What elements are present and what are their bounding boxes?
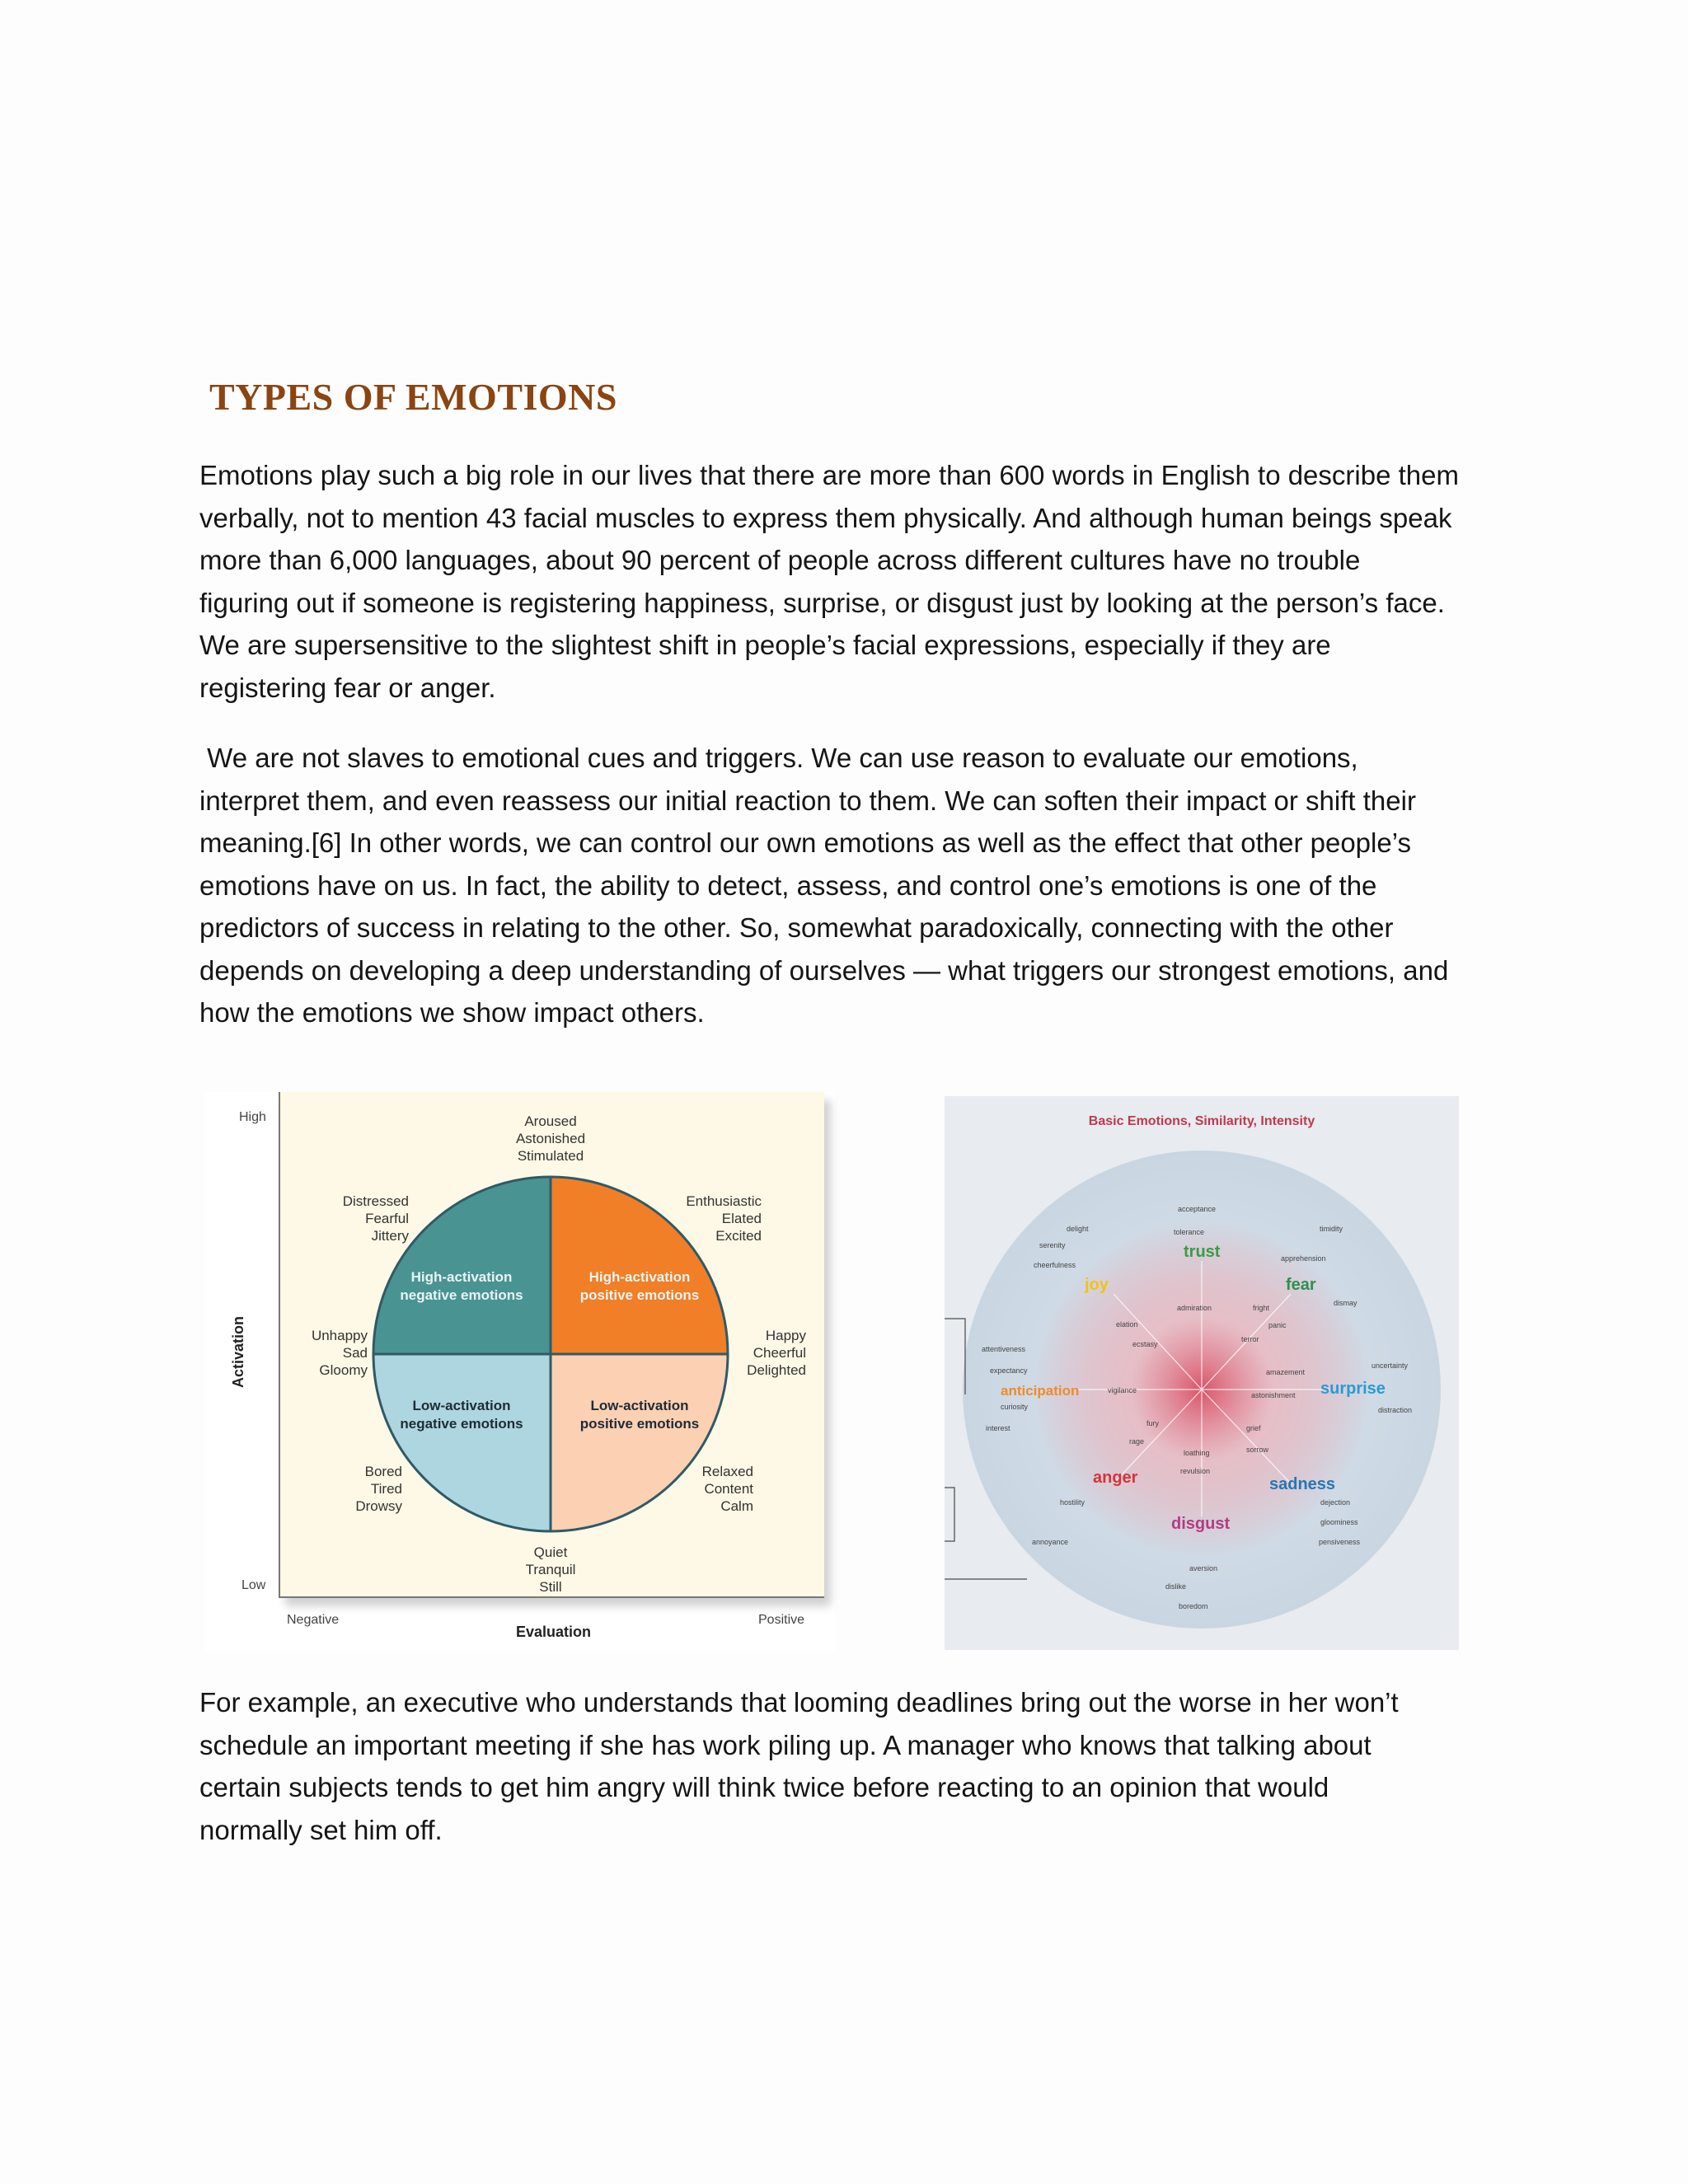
emotion-word: delight	[1067, 1225, 1089, 1233]
basic-emotion-disgust: disgust	[1171, 1515, 1231, 1533]
emotion-word: interest	[986, 1424, 1010, 1432]
quadrant-label-low-positive: Low-activation positive emotions	[579, 1398, 700, 1432]
paragraph-line: interpret them, and even reassess our initial reaction to them. We can soften their impact or shift their	[199, 785, 1416, 816]
paragraph-line: how the emotions we show impact others.	[199, 997, 705, 1028]
paragraph-line: normally set him off.	[199, 1814, 443, 1845]
circumplex-figure	[204, 1092, 835, 1652]
paragraph-control	[199, 737, 1502, 1034]
upper-right-emotion-words: Enthusiastic Elated Excited	[686, 1193, 762, 1244]
emotion-word: loathing	[1184, 1449, 1210, 1457]
paragraph-line: more than 6,000 languages, about 90 percent of people across different cultures have no trouble	[199, 545, 1361, 575]
emotion-word: annoyance	[1032, 1538, 1069, 1546]
y-axis-title: Activation	[230, 1315, 247, 1389]
left-emotion-words: Unhappy Sad Gloomy	[311, 1328, 368, 1378]
emotion-word: amazement	[1266, 1368, 1306, 1376]
emotion-word: dislike	[1165, 1582, 1187, 1591]
emotion-word: panic	[1268, 1321, 1287, 1329]
axis-low-label: Low	[241, 1578, 266, 1592]
lower-right-emotion-words: Relaxed Content Calm	[701, 1464, 753, 1514]
paragraph-line: registering fear or anger.	[199, 672, 496, 703]
basic-emotion-anger: anger	[1093, 1469, 1138, 1487]
right-emotion-words: Happy Cheerful Delighted	[747, 1328, 806, 1378]
paragraph-example	[199, 1681, 1502, 1851]
x-axis-title: Evaluation	[516, 1624, 592, 1640]
paragraph-intro	[199, 454, 1502, 709]
emotion-word: pensiveness	[1319, 1538, 1361, 1546]
basic-emotion-sadness: sadness	[1269, 1475, 1336, 1493]
emotion-word: boredom	[1179, 1602, 1208, 1610]
paragraph-line: emotions have on us. In fact, the ability to detect, assess, and control one’s emotions is one of the	[199, 869, 1377, 901]
emotion-word: vigilance	[1108, 1386, 1137, 1394]
emotion-word: grief	[1246, 1424, 1261, 1432]
emotion-word: terror	[1241, 1335, 1259, 1343]
emotion-word: apprehension	[1281, 1254, 1326, 1263]
paragraph-line: schedule an important meeting if she has work piling up. A manager who knows that talking about	[199, 1729, 1372, 1760]
axis-high-label: High	[239, 1110, 266, 1124]
emotion-word: uncertainty	[1372, 1361, 1409, 1370]
paragraph-line: depends on developing a deep understanding of ourselves — what triggers our strongest emotions, and	[199, 954, 1449, 986]
paragraph-line: meaning.[6] In other words, we can control our own emotions as well as the effect that other people’s	[199, 827, 1411, 858]
emotion-word: timidity	[1320, 1225, 1343, 1233]
axis-positive-label: Positive	[758, 1613, 805, 1627]
emotion-word: aversion	[1189, 1564, 1218, 1572]
emotion-wheel-figure	[945, 1096, 1459, 1650]
axis-negative-label: Negative	[287, 1613, 340, 1627]
emotion-word: curiosity	[1001, 1403, 1029, 1411]
emotion-word: rage	[1129, 1437, 1145, 1446]
emotion-word: cheerfulness	[1034, 1261, 1076, 1269]
emotion-word: hostility	[1060, 1498, 1085, 1507]
paragraph-line: We are not slaves to emotional cues and triggers. We can use reason to evaluate our emotions,	[199, 743, 1358, 773]
emotion-word: sorrow	[1246, 1446, 1269, 1454]
bottom-emotion-words: Quiet Tranquil Still	[525, 1544, 576, 1595]
emotion-word: serenity	[1039, 1241, 1066, 1249]
basic-emotion-surprise: surprise	[1320, 1380, 1386, 1398]
paragraph-line: predictors of success in relating to the other. So, somewhat paradoxically, connecting with the other	[199, 912, 1394, 943]
emotion-word: revulsion	[1180, 1467, 1211, 1475]
emotion-word: dismay	[1334, 1299, 1357, 1307]
emotion-word: tolerance	[1174, 1228, 1205, 1236]
emotion-word: dejection	[1320, 1498, 1351, 1507]
top-emotion-words: Aroused Astonished Stimulated	[515, 1113, 586, 1164]
emotion-word: gloominess	[1320, 1518, 1358, 1526]
quadrant-label-low-negative: Low-activation negative emotions	[400, 1398, 523, 1432]
paragraph-line: We are supersensitive to the slightest shift in people’s facial expressions, especially if they are	[199, 630, 1331, 660]
emotion-word: expectancy	[990, 1366, 1028, 1375]
upper-left-emotion-words: Distressed Fearful Jittery	[342, 1193, 409, 1244]
emotion-word: fury	[1146, 1419, 1160, 1427]
emotion-word: attentiveness	[982, 1345, 1026, 1353]
emotion-word: acceptance	[1178, 1205, 1217, 1213]
paragraph-line: figuring out if someone is registering happiness, surprise, or disgust just by looking at the person’s face.	[199, 587, 1445, 618]
page-title: TYPES OF EMOTIONS	[209, 376, 617, 418]
paragraph-line: verbally, not to mention 43 facial muscles to express them physically. And although human beings speak	[199, 502, 1452, 533]
paragraph-line: For example, an executive who understands that looming deadlines bring out the worse in her won’t	[199, 1687, 1399, 1718]
basic-emotion-fear: fear	[1286, 1276, 1316, 1294]
emotion-wheel-title: Basic Emotions, Similarity, Intensity	[1088, 1114, 1315, 1128]
paragraph-line: Emotions play such a big role in our lives that there are more than 600 words in English to describe them	[199, 460, 1459, 490]
quadrant-label-high-positive: High-activation positive emotions	[579, 1269, 700, 1303]
emotion-word: distraction	[1378, 1406, 1413, 1414]
basic-emotion-joy: joy	[1085, 1276, 1109, 1294]
emotion-word: ecstasy	[1132, 1340, 1158, 1348]
basic-emotion-anticipation: anticipation	[1001, 1383, 1080, 1399]
quadrant-label-high-negative: High-activation negative emotions	[400, 1269, 523, 1303]
lower-left-emotion-words: Bored Tired Drowsy	[355, 1464, 402, 1514]
emotion-word: elation	[1116, 1320, 1138, 1329]
emotion-word: admiration	[1177, 1304, 1212, 1312]
basic-emotion-trust: trust	[1184, 1243, 1221, 1261]
emotion-word: astonishment	[1251, 1391, 1296, 1399]
emotion-word: fright	[1253, 1304, 1270, 1312]
paragraph-line: certain subjects tends to get him angry will think twice before reacting to an opinion that would	[199, 1772, 1329, 1802]
